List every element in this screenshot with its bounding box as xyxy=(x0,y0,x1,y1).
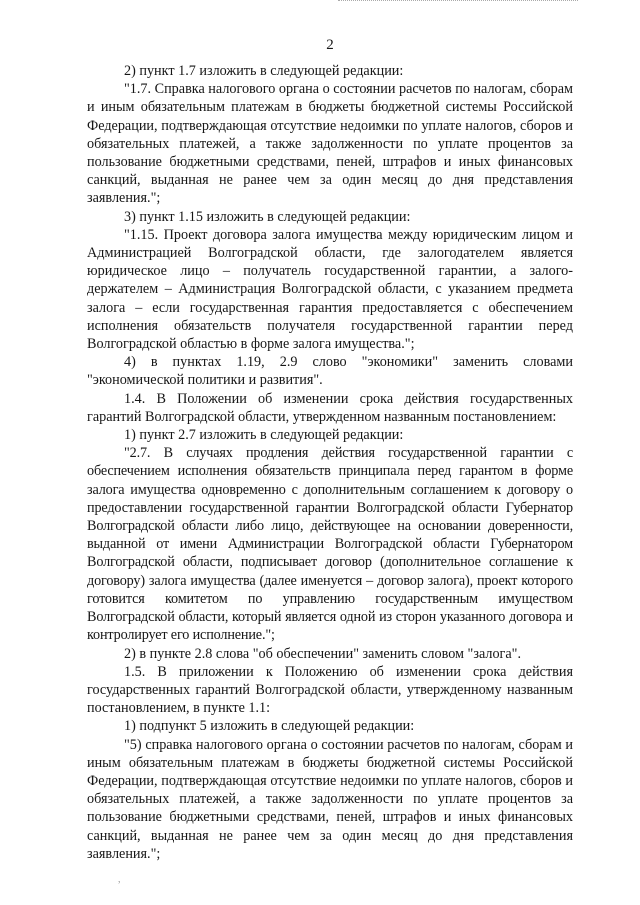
paragraph-item-3-heading: 3) пункт 1.15 изложить в следующей редакции: xyxy=(124,208,411,225)
paragraph-item-2-clause-2-8: 2) в пункте 2.8 слова "об обеспечении" заменить словом "залога". xyxy=(124,645,521,662)
paragraph-item-1-heading: 1) пункт 2.7 изложить в следующей редакции: xyxy=(124,427,404,444)
document-body xyxy=(87,62,573,863)
paragraph-clause-2-7: "2.7. В случаях продления действия государственной гарантии с обеспечением исполнения обязательств принципала перед гарантом в форме залога имущества одновременно с дополнительным соглашением к договору о предоставлении государственной гарантии Волгоградской области Губернатор Волгоградской области либо лицо, действующее на основании доверенности, выданной от имени Администрации Волгоградской области Губернатором Волгоградской области, подписывает договор (дополнительное соглашение к договору) залога имущества (далее именуется – договор залога), проект которого готовится комитетом по управлению государственным имуществом Волгоградской области, который является одной из сторон указанного договора и контролирует его исполнение."; xyxy=(87,445,573,644)
paragraph-clause-1-7: "1.7. Справка налогового органа о состоянии расчетов по налогам, сборам и иным обязательным платежам в бюджеты бюджетной системы Российской Федерации, подтверждающая отсутствие недоимки по уплате налогов, сборов и обязательных платежей, а также задолженности по уплате процентов за пользование бюджетными средствами, пеней, штрафов и иных финансовых санкций, выданная не ранее чем за один месяц до дня представления заявления."; xyxy=(87,81,573,207)
page-number: 2 xyxy=(326,37,334,53)
paragraph-item-4: 4) в пунктах 1.19, 2.9 слово "экономики" заменить словами "экономической политики и развития". xyxy=(87,354,573,389)
paragraph-subitem-5-heading: 1) подпункт 5 изложить в следующей редакции: xyxy=(124,718,415,735)
paragraph-item-2-heading: 2) пункт 1.7 изложить в следующей редакции: xyxy=(124,63,404,79)
paragraph-section-1-4: 1.4. В Положении об изменении срока действия государственных гарантий Волгоградской области, утвержденном названным постановлением: xyxy=(87,390,573,425)
paragraph-subitem-5: "5) справка налогового органа о состоянии расчетов по налогам, сборам и иным обязательным платежам в бюджеты бюджетной системы Российской Федерации, подтверждающая отсутствие недоимки по уплате налогов, сборов и обязательных платежей, а также задолженности по уплате процентов за пользование бюджетными средствами, пеней, штрафов и иных финансовых санкций, выданная не ранее чем за один месяц до дня представления заявления."; xyxy=(87,736,573,862)
paragraph-section-1-5: 1.5. В приложении к Положению об изменении срока действия государственных гарантий Волгоградской области, утвержденному названным постановлением, в пункте 1.1: xyxy=(87,663,573,717)
paragraph-clause-1-15: "1.15. Проект договора залога имущества между юридическим лицом и Администрацией Волгоградской области, где залогодателем является юридическое лицо – получатель государственной гарантии, а залого-держателем – Администрация Волгоградской области, с указанием предмета залога – если государственная гарантия предоставляется с обеспечением исполнения обязательств получателя государственной гарантии перед Волгоградской областью в форме залога имущества."; xyxy=(87,226,573,353)
scan-mark: , xyxy=(118,874,121,885)
top-edge-line xyxy=(338,0,578,3)
